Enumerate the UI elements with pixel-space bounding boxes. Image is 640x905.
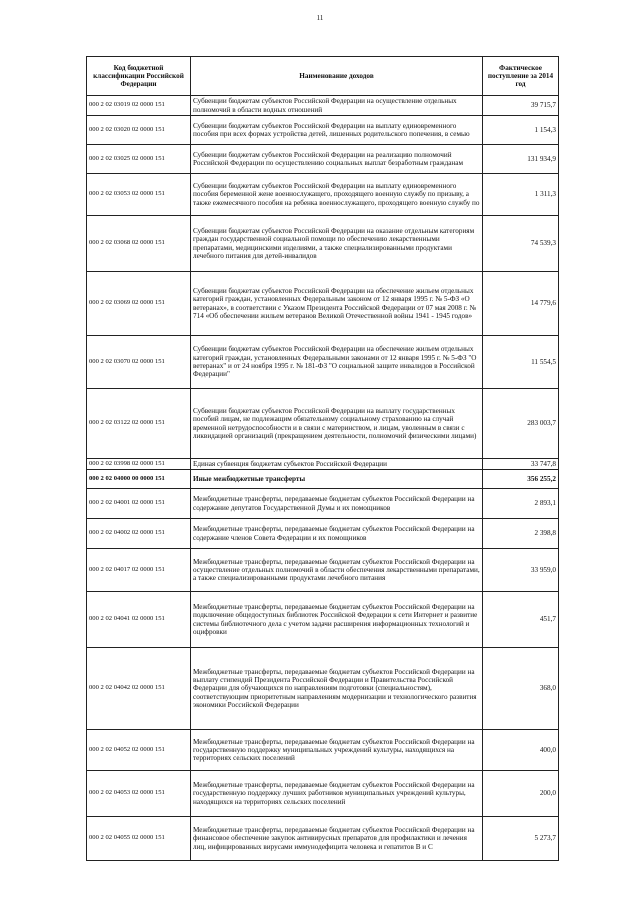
revenue-name-cell: Межбюджетные трансферты, передаваемые бюджетам субъектов Российской Федерации на содержание членов Совета Федерации и их помощников	[191, 519, 483, 549]
amount-cell: 400,0	[483, 730, 559, 771]
page-number: 11	[316, 14, 324, 22]
amount-cell: 200,0	[483, 771, 559, 817]
revenue-name-cell: Субвенции бюджетам субъектов Российской Федерации на оказание отдельным категориям граждан государственной социальной помощи по обеспечению лекарственными препаратами, медицинскими изделиями, а также специализированными продуктами лечебного питания для детей-инвалидов	[191, 216, 483, 272]
table-row	[87, 592, 559, 648]
amount-cell: 283 003,7	[483, 389, 559, 459]
revenue-table	[86, 56, 559, 861]
budget-code-cell: 000 2 02 03019 02 0000 151	[87, 96, 191, 116]
revenue-table-container	[86, 56, 558, 861]
table-row	[87, 470, 559, 489]
revenue-name-cell: Субвенции бюджетам субъектов Российской Федерации на выплату единовременного пособия беременной жене военнослужащего, проходящего военную службу по призыву, а также ежемесячного пособия на ребенка военнослужащего, проходящего военную службу по	[191, 174, 483, 216]
amount-cell: 1 311,3	[483, 174, 559, 216]
table-row	[87, 519, 559, 549]
amount-cell: 1 154,3	[483, 116, 559, 145]
amount-cell: 131 934,9	[483, 145, 559, 174]
revenue-name-cell: Иные межбюджетные трансферты	[191, 470, 483, 489]
budget-code-cell: 000 2 02 04052 02 0000 151	[87, 730, 191, 771]
budget-code-cell: 000 2 02 03025 02 0000 151	[87, 145, 191, 174]
table-row	[87, 145, 559, 174]
budget-code-cell: 000 2 02 04042 02 0000 151	[87, 648, 191, 730]
table-row	[87, 174, 559, 216]
amount-cell: 14 779,6	[483, 272, 559, 336]
amount-cell: 2 398,8	[483, 519, 559, 549]
revenue-name-cell: Межбюджетные трансферты, передаваемые бюджетам субъектов Российской Федерации на содержание депутатов Государственной Думы и их помощников	[191, 489, 483, 519]
table-row	[87, 272, 559, 336]
revenue-name-cell: Субвенции бюджетам субъектов Российской Федерации на выплату единовременного пособия при всех формах устройства детей, лишенных родительского попечения, в семью	[191, 116, 483, 145]
revenue-name-cell: Субвенции бюджетам субъектов Российской Федерации на выплату государственных пособий лицам, не подлежащим обязательному социальному страхованию на случай временной нетрудоспособности и в связи с материнством, и лицам, уволенным в связи с ликвидацией организаций (прекращением деятельности, полномочий физическими лицами)	[191, 389, 483, 459]
budget-code-cell: 000 2 02 04017 02 0000 151	[87, 549, 191, 592]
amount-cell: 33 959,0	[483, 549, 559, 592]
budget-code-cell: 000 2 02 03070 02 0000 151	[87, 336, 191, 389]
revenue-name-cell: Субвенции бюджетам субъектов Российской Федерации на осуществление отдельных полномочий в области водных отношений	[191, 96, 483, 116]
budget-code-cell: 000 2 02 04001 02 0000 151	[87, 489, 191, 519]
budget-code-cell: 000 2 02 03998 02 0000 151	[87, 459, 191, 470]
table-header-row	[87, 57, 559, 96]
amount-cell: 368,0	[483, 648, 559, 730]
budget-code-cell: 000 2 02 03068 02 0000 151	[87, 216, 191, 272]
amount-cell: 74 539,3	[483, 216, 559, 272]
budget-code-cell: 000 2 02 04002 02 0000 151	[87, 519, 191, 549]
amount-cell: 2 893,1	[483, 489, 559, 519]
table-body	[87, 96, 559, 861]
header-revenue-name: Наименование доходов	[191, 57, 483, 96]
table-row	[87, 648, 559, 730]
revenue-name-cell: Межбюджетные трансферты, передаваемые бюджетам субъектов Российской Федерации на государственную поддержку лучших работников муниципальных учреждений культуры, находящихся на территориях сельских поселений	[191, 771, 483, 817]
budget-code-cell: 000 2 02 03122 02 0000 151	[87, 389, 191, 459]
budget-code-cell: 000 2 02 04041 02 0000 151	[87, 592, 191, 648]
budget-code-cell: 000 2 02 04055 02 0000 151	[87, 817, 191, 861]
amount-cell: 11 554,5	[483, 336, 559, 389]
table-row	[87, 730, 559, 771]
table-row	[87, 389, 559, 459]
revenue-name-cell: Субвенции бюджетам субъектов Российской Федерации на реализацию полномочий Российской Федерации по осуществлению социальных выплат безработным гражданам	[191, 145, 483, 174]
revenue-name-cell: Субвенции бюджетам субъектов Российской Федерации на обеспечение жильем отдельных категорий граждан, установленных Федеральным законом от 12 января 1995 г. № 5-ФЗ «О ветеранах», в соответствии с Указом Президента Российской Федерации от 07 мая 2008 г. № 714 «Об обеспечении жильем ветеранов Великой Отечественной войны 1941 - 1945 годов»	[191, 272, 483, 336]
table-row	[87, 489, 559, 519]
table-row	[87, 771, 559, 817]
budget-code-cell: 000 2 02 04053 02 0000 151	[87, 771, 191, 817]
amount-cell: 39 715,7	[483, 96, 559, 116]
revenue-name-cell: Межбюджетные трансферты, передаваемые бюджетам субъектов Российской Федерации на финансовое обеспечение закупок антивирусных препаратов для профилактики и лечения лиц, инфицированных вирусами иммунодефицита человека и гепатитов В и С	[191, 817, 483, 861]
revenue-name-cell: Единая субвенция бюджетам субъектов Российской Федерации	[191, 459, 483, 470]
budget-code-cell: 000 2 02 03069 02 0000 151	[87, 272, 191, 336]
table-row	[87, 549, 559, 592]
amount-cell: 5 273,7	[483, 817, 559, 861]
header-budget-code: Код бюджетной классификации Российской Федерации	[87, 57, 191, 96]
amount-cell: 451,7	[483, 592, 559, 648]
budget-code-cell: 000 2 02 04000 00 0000 151	[87, 470, 191, 489]
table-row	[87, 459, 559, 470]
budget-code-cell: 000 2 02 03053 02 0000 151	[87, 174, 191, 216]
table-row	[87, 817, 559, 861]
revenue-name-cell: Субвенции бюджетам субъектов Российской Федерации на обеспечение жильем отдельных категорий граждан, установленных Федеральными законами от 12 января 1995 г. № 5-ФЗ "О ветеранах" и от 24 ноября 1995 г. № 181-ФЗ "О социальной защите инвалидов в Российской Федерации"	[191, 336, 483, 389]
revenue-name-cell: Межбюджетные трансферты, передаваемые бюджетам субъектов Российской Федерации на государственную поддержку муниципальных учреждений культуры, находящихся на территориях сельских поселений	[191, 730, 483, 771]
header-actual-amount: Фактическое поступление за 2014 год	[483, 57, 559, 96]
revenue-name-cell: Межбюджетные трансферты, передаваемые бюджетам субъектов Российской Федерации на выплату стипендий Президента Российской Федерации и Правительства Российской Федерации для обучающихся по направлениям подготовки (специальностям), соответствующим приоритетным направлениям модернизации и технологического развития экономики Российской Федерации	[191, 648, 483, 730]
table-row	[87, 116, 559, 145]
revenue-name-cell: Межбюджетные трансферты, передаваемые бюджетам субъектов Российской Федерации на осуществление отдельных полномочий в области обеспечения лекарственными препаратами, а также специализированными продуктами лечебного питания	[191, 549, 483, 592]
table-row	[87, 336, 559, 389]
revenue-name-cell: Межбюджетные трансферты, передаваемые бюджетам субъектов Российской Федерации на подключение общедоступных библиотек Российской Федерации к сети Интернет и развитие системы библиотечного дела с учетом задачи расширения информационных технологий и оцифровки	[191, 592, 483, 648]
table-row	[87, 96, 559, 116]
budget-code-cell: 000 2 02 03020 02 0000 151	[87, 116, 191, 145]
amount-cell: 356 255,2	[483, 470, 559, 489]
amount-cell: 33 747,8	[483, 459, 559, 470]
table-row	[87, 216, 559, 272]
